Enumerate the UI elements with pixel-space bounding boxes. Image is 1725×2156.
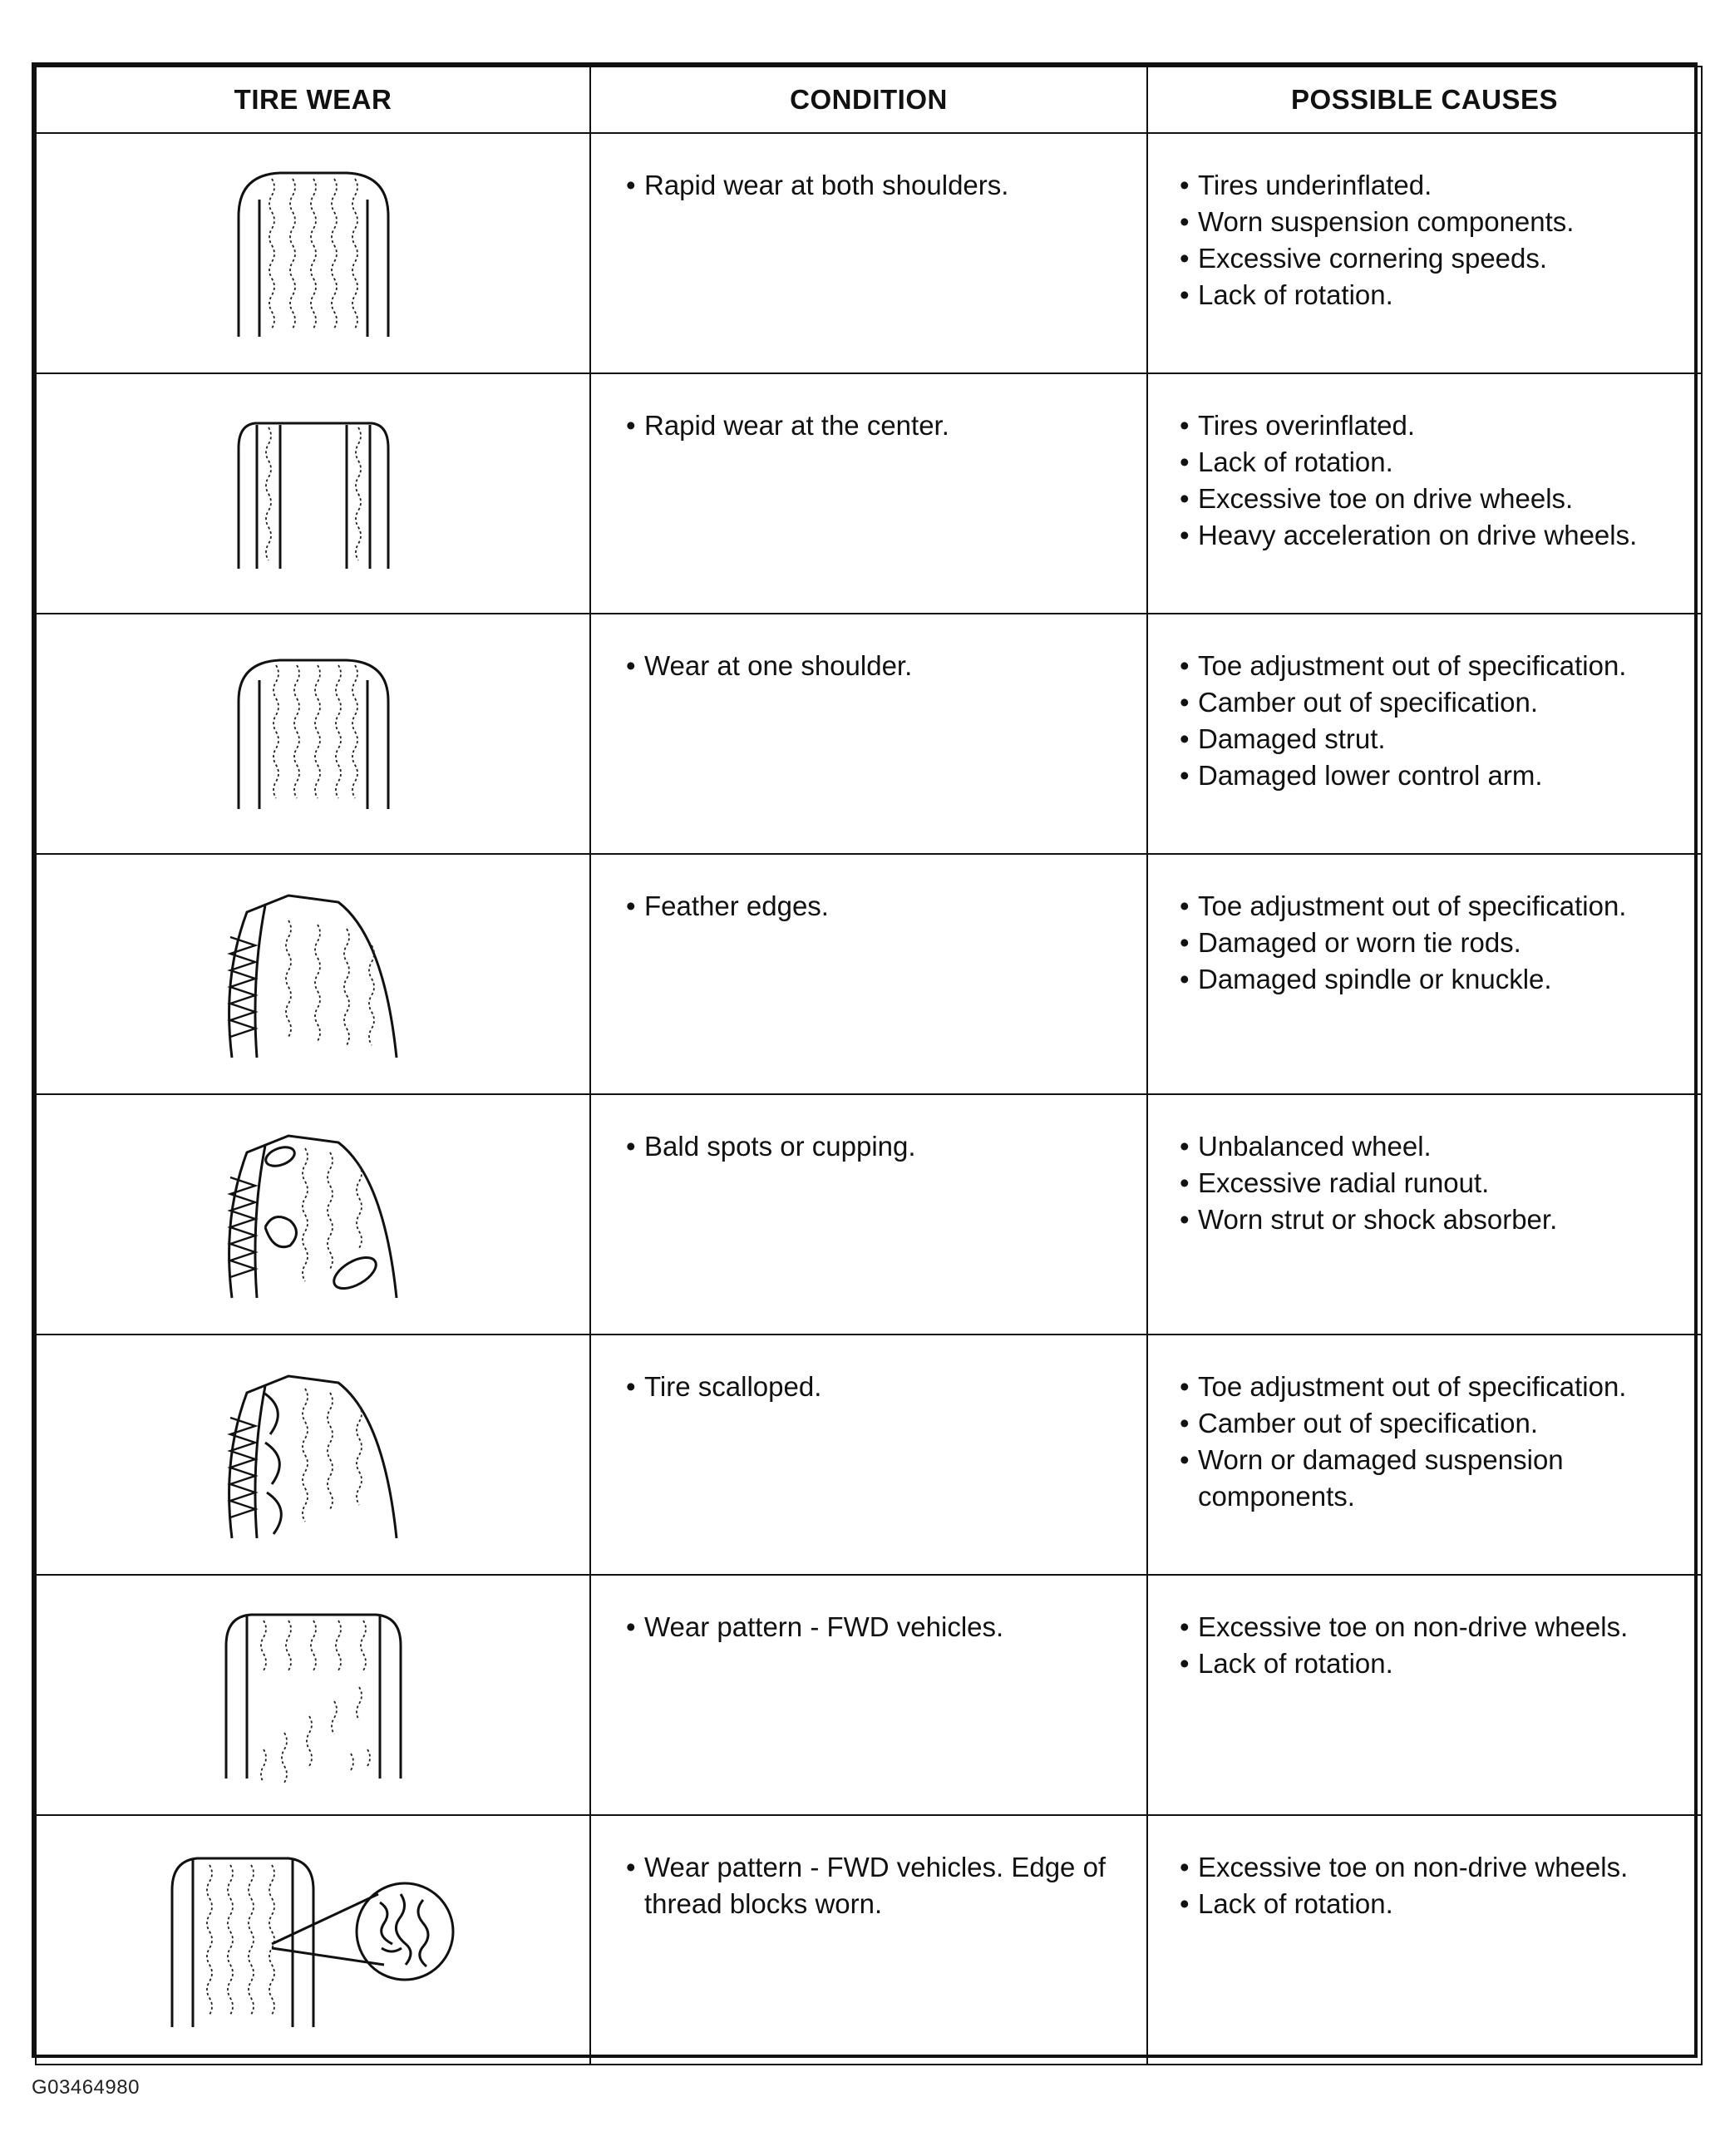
tire-tread-block-edge-wear-icon (164, 1848, 463, 2031)
header-condition: CONDITION (590, 67, 1147, 133)
cause-text: • Tires underinflated. (1180, 167, 1693, 204)
header-possible-causes: POSSIBLE CAUSES (1147, 67, 1702, 133)
cause-text: • Toe adjustment out of specification. (1180, 888, 1693, 925)
causes-cell (1147, 1094, 1702, 1335)
condition-cell (590, 1815, 1147, 2065)
tire-figure-cell (36, 614, 590, 854)
condition-text: • Bald spots or cupping. (626, 1128, 1130, 1165)
table-row (36, 1815, 1702, 2065)
cause-text: • Heavy acceleration on drive wheels. (1180, 517, 1693, 554)
cause-text: • Excessive toe on drive wheels. (1180, 481, 1693, 517)
cause-text: • Lack of rotation. (1180, 1886, 1693, 1922)
tire-wear-one-shoulder-icon (230, 655, 397, 813)
condition-text: • Tire scalloped. (626, 1369, 1130, 1405)
tire-figure-cell (36, 1335, 590, 1575)
header-tire-wear: TIRE WEAR (36, 67, 590, 133)
cause-text: • Lack of rotation. (1180, 444, 1693, 481)
table-row (36, 614, 1702, 854)
tire-wear-center-icon (230, 415, 397, 573)
condition-cell (590, 854, 1147, 1094)
cause-text: • Camber out of specification. (1180, 684, 1693, 721)
condition-text: • Wear at one shoulder. (626, 648, 1130, 684)
tire-wear-grid (35, 66, 1703, 2065)
causes-cell (1147, 1335, 1702, 1575)
header-row (36, 67, 1702, 133)
cause-text: • Damaged spindle or knuckle. (1180, 961, 1693, 998)
figure-code: G03464980 (32, 2076, 140, 2099)
table-row (36, 1575, 1702, 1815)
condition-cell (590, 1335, 1147, 1575)
cause-text: • Unbalanced wheel. (1180, 1128, 1693, 1165)
cause-text: • Excessive toe on non-drive wheels. (1180, 1609, 1693, 1645)
table-row (36, 133, 1702, 373)
condition-cell (590, 373, 1147, 614)
condition-cell (590, 1575, 1147, 1815)
causes-cell (1147, 614, 1702, 854)
cause-text: • Worn or damaged suspension components. (1180, 1442, 1693, 1515)
condition-text: • Wear pattern - FWD vehicles. Edge of thread blocks worn. (626, 1849, 1130, 1922)
tire-scalloped-icon (214, 1368, 413, 1542)
tire-figure-cell (36, 854, 590, 1094)
condition-cell (590, 133, 1147, 373)
causes-cell (1147, 1575, 1702, 1815)
table-row (36, 1335, 1702, 1575)
condition-text: • Feather edges. (626, 888, 1130, 925)
causes-cell (1147, 1815, 1702, 2065)
condition-text: • Rapid wear at the center. (626, 407, 1130, 444)
cause-text: • Toe adjustment out of specification. (1180, 648, 1693, 684)
tire-wear-pattern-fwd-icon (218, 1608, 409, 1783)
tire-wear-table (32, 62, 1698, 2058)
cause-text: • Excessive radial runout. (1180, 1165, 1693, 1201)
cause-text: • Worn suspension components. (1180, 204, 1693, 240)
tire-feather-edges-icon (214, 887, 413, 1062)
cause-text: • Toe adjustment out of specification. (1180, 1369, 1693, 1405)
condition-cell (590, 1094, 1147, 1335)
cause-text: • Tires overinflated. (1180, 407, 1693, 444)
causes-cell (1147, 373, 1702, 614)
cause-text: • Camber out of specification. (1180, 1405, 1693, 1442)
causes-cell (1147, 854, 1702, 1094)
tire-wear-both-shoulders-icon (230, 166, 397, 341)
cause-text: • Lack of rotation. (1180, 1645, 1693, 1682)
table-row (36, 373, 1702, 614)
tire-figure-cell (36, 1815, 590, 2065)
cause-text: • Lack of rotation. (1180, 277, 1693, 313)
tire-figure-cell (36, 1094, 590, 1335)
cause-text: • Worn strut or shock absorber. (1180, 1201, 1693, 1238)
table-row (36, 1094, 1702, 1335)
causes-cell (1147, 133, 1702, 373)
cause-text: • Damaged or worn tie rods. (1180, 925, 1693, 961)
tire-figure-cell (36, 1575, 590, 1815)
cause-text: • Damaged lower control arm. (1180, 757, 1693, 794)
tire-figure-cell (36, 373, 590, 614)
condition-text: • Rapid wear at both shoulders. (626, 167, 1130, 204)
cause-text: • Damaged strut. (1180, 721, 1693, 757)
cause-text: • Excessive cornering speeds. (1180, 240, 1693, 277)
condition-text: • Wear pattern - FWD vehicles. (626, 1609, 1130, 1645)
tire-figure-cell (36, 133, 590, 373)
condition-cell (590, 614, 1147, 854)
cause-text: • Excessive toe on non-drive wheels. (1180, 1849, 1693, 1886)
tire-bald-spots-icon (214, 1127, 413, 1302)
table-row (36, 854, 1702, 1094)
